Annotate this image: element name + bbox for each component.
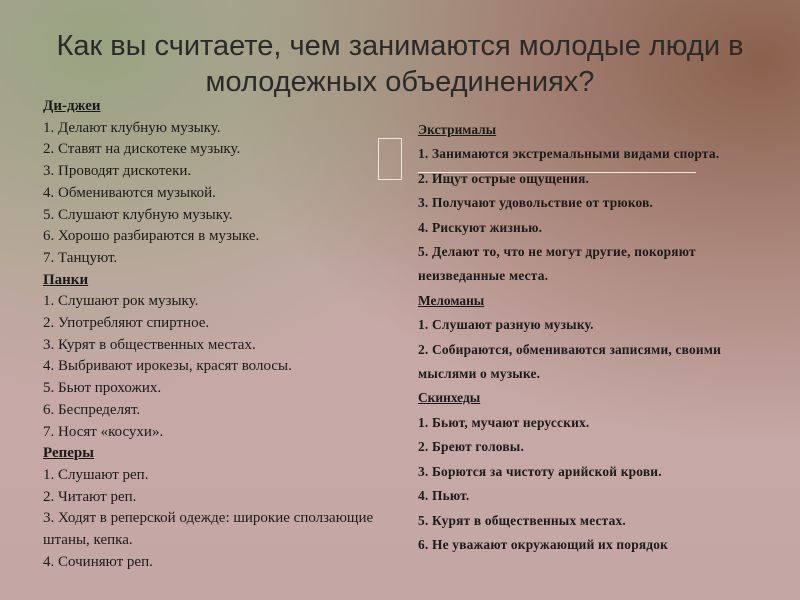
group-heading-extremals: Экстрималы [418,122,497,137]
list-item: 4. Сочиняют реп. [43,553,153,570]
slide-title: Как вы считаете, чем занимаются молодые люди в молодежных объединениях? [56,30,744,98]
list-item: 4. Выбривают ирокезы, красят волосы. [43,358,292,375]
group-dj [43,96,413,270]
list-item: 5. Курят в общественных местах. [418,512,626,528]
list-item: 6. Хорошо разбираются в музыке. [43,228,260,245]
list-item: 2. Собираются, обмениваются записями, своими мыслями о музыке. [418,341,722,382]
list-item: 4. Обмениваются музыкой. [43,184,216,201]
group-heading-music-lovers: Меломаны [418,292,485,308]
list-item: 1. Слушают разную музыку. [418,317,594,333]
list-item: 4. Пьют. [418,488,470,504]
list-item: 4. Рискуют жизнью. [418,219,543,235]
list-item: 3. Проводят дискотеки. [43,163,192,180]
group-punks [43,270,413,444]
right-column [418,118,758,557]
list-item: 2. Ставят на дискотеке музыку. [43,141,241,158]
list-item: 1. Бьют, мучают нерусских. [418,414,590,430]
list-item: 1. Делают клубную музыку. [43,119,221,136]
list-item: 2. Ищут острые ощущения. [418,170,590,186]
list-item: 2. Бреют головы. [418,439,524,455]
left-column [43,96,413,573]
list-item: 1. Слушают рок музыку. [43,293,199,310]
list-item: 6. Не уважают окружающий их порядок [418,536,669,552]
list-item: 1. Слушают реп. [43,466,149,483]
group-heading-rappers: Реперы [43,445,94,462]
group-heading-skinheads: Скинхеды [418,390,481,406]
list-item: 2. Читают реп. [43,488,137,505]
group-extremals [418,118,758,289]
group-heading-punks: Панки [43,271,89,288]
list-item: 3. Курят в общественных местах. [43,336,256,353]
group-skinheads [418,386,758,557]
list-item: 7. Танцуют. [43,249,118,266]
group-music-lovers [418,289,758,387]
list-item: 1. Занимаются экстремальными видами спорта. [418,146,720,162]
list-item: 2. Употребляют спиртное. [43,315,210,332]
list-item: 5. Слушают клубную музыку. [43,206,233,223]
list-item: 7. Носят «косухи». [43,423,164,440]
list-item: 5. Делают то, что не могут другие, покоряют неизведанные места. [418,244,696,284]
group-heading-dj: Ди-джеи [43,98,101,114]
list-item: 6. Беспределят. [43,401,141,418]
list-item: 3. Борются за чистоту арийской крови. [418,463,662,479]
list-item: 5. Бьют прохожих. [43,380,162,397]
group-rappers [43,443,413,573]
list-item: 3. Ходят в реперской одежде: широкие сползающие штаны, кепка. [43,510,374,549]
list-item: 3. Получают удовольствие от трюков. [418,195,654,211]
